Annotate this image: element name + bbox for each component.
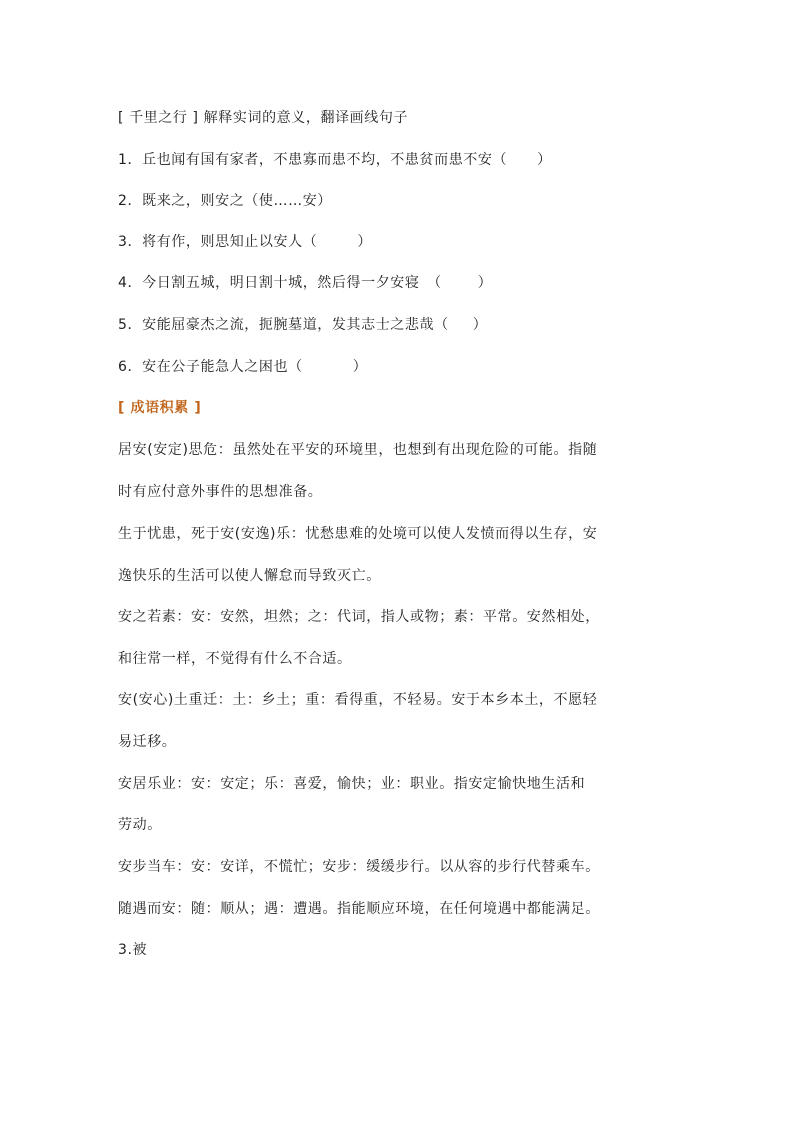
idiom-line: 居安(安定)思危：虽然处在平安的环境里，也想到有出现危险的可能。指随	[118, 442, 598, 458]
question-text: 5．安能屈豪杰之流，扼腕墓道，发其志士之悲哉（	[118, 317, 449, 333]
idiom-line: 安之若素：安：安然，坦然；之：代词，指人或物；素：平常。安然相处，	[118, 609, 600, 625]
idiom-line: 逸快乐的生活可以使人懈怠而导致灭亡。	[118, 568, 381, 584]
question-item-2	[118, 191, 332, 211]
question-text: 4．今日割五城，明日割十城，然后得一夕安寝 （	[118, 275, 442, 291]
question-text: 1．丘也闻有国有家者，不患寡而患不均，不患贫而患不安（	[118, 152, 508, 168]
question-text: 3．将有作，则思知止以安人（	[118, 234, 318, 250]
idiom-line: 随遇而安：随：顺从；遇：遭遇。指能顺应环境，在任何境遇中都能满足。	[118, 901, 600, 917]
section-title-idioms: [ 成语积累 ]	[118, 400, 202, 416]
question-text: 6．安在公子能急人之困也（	[118, 359, 303, 375]
idiom-line: 劳动。	[118, 817, 162, 833]
question-item-4	[118, 273, 492, 293]
section-number-partial: 3.被	[118, 942, 148, 958]
idiom-line: 时有应付意外事件的思想准备。	[118, 484, 323, 500]
blank-close: ）	[472, 317, 488, 333]
section-title-practice: [ 千里之行 ] 解释实词的意义，翻译画线句子	[118, 110, 409, 126]
question-item-6	[118, 357, 367, 377]
idiom-line: 和往常一样，不觉得有什么不合适。	[118, 651, 352, 667]
question-item-3	[118, 232, 372, 252]
idiom-line: 安步当车：安：安详，不慌忙；安步：缓缓步行。以从容的步行代替乘车。	[118, 859, 600, 875]
blank-close: ）	[537, 152, 552, 168]
blank-close: ）	[352, 359, 368, 375]
question-item-5	[118, 315, 487, 335]
idiom-line: 易迁移。	[118, 734, 177, 750]
question-text: 2．既来之，则安之（使……安）	[118, 193, 332, 209]
idiom-line: 安居乐业：安：安定；乐：喜爱，愉快；业：职业。指安定愉快地生活和	[118, 776, 586, 792]
idiom-line: 安(安心)土重迁：土：乡土；重：看得重，不轻易。安于本乡本土，不愿轻	[118, 692, 598, 708]
blank-close: ）	[357, 234, 372, 250]
question-item-1	[118, 150, 552, 170]
idiom-line: 生于忧患，死于安(安逸)乐：忧愁患难的处境可以使人发愤而得以生存，安	[118, 526, 598, 542]
blank-close: ）	[477, 275, 493, 291]
